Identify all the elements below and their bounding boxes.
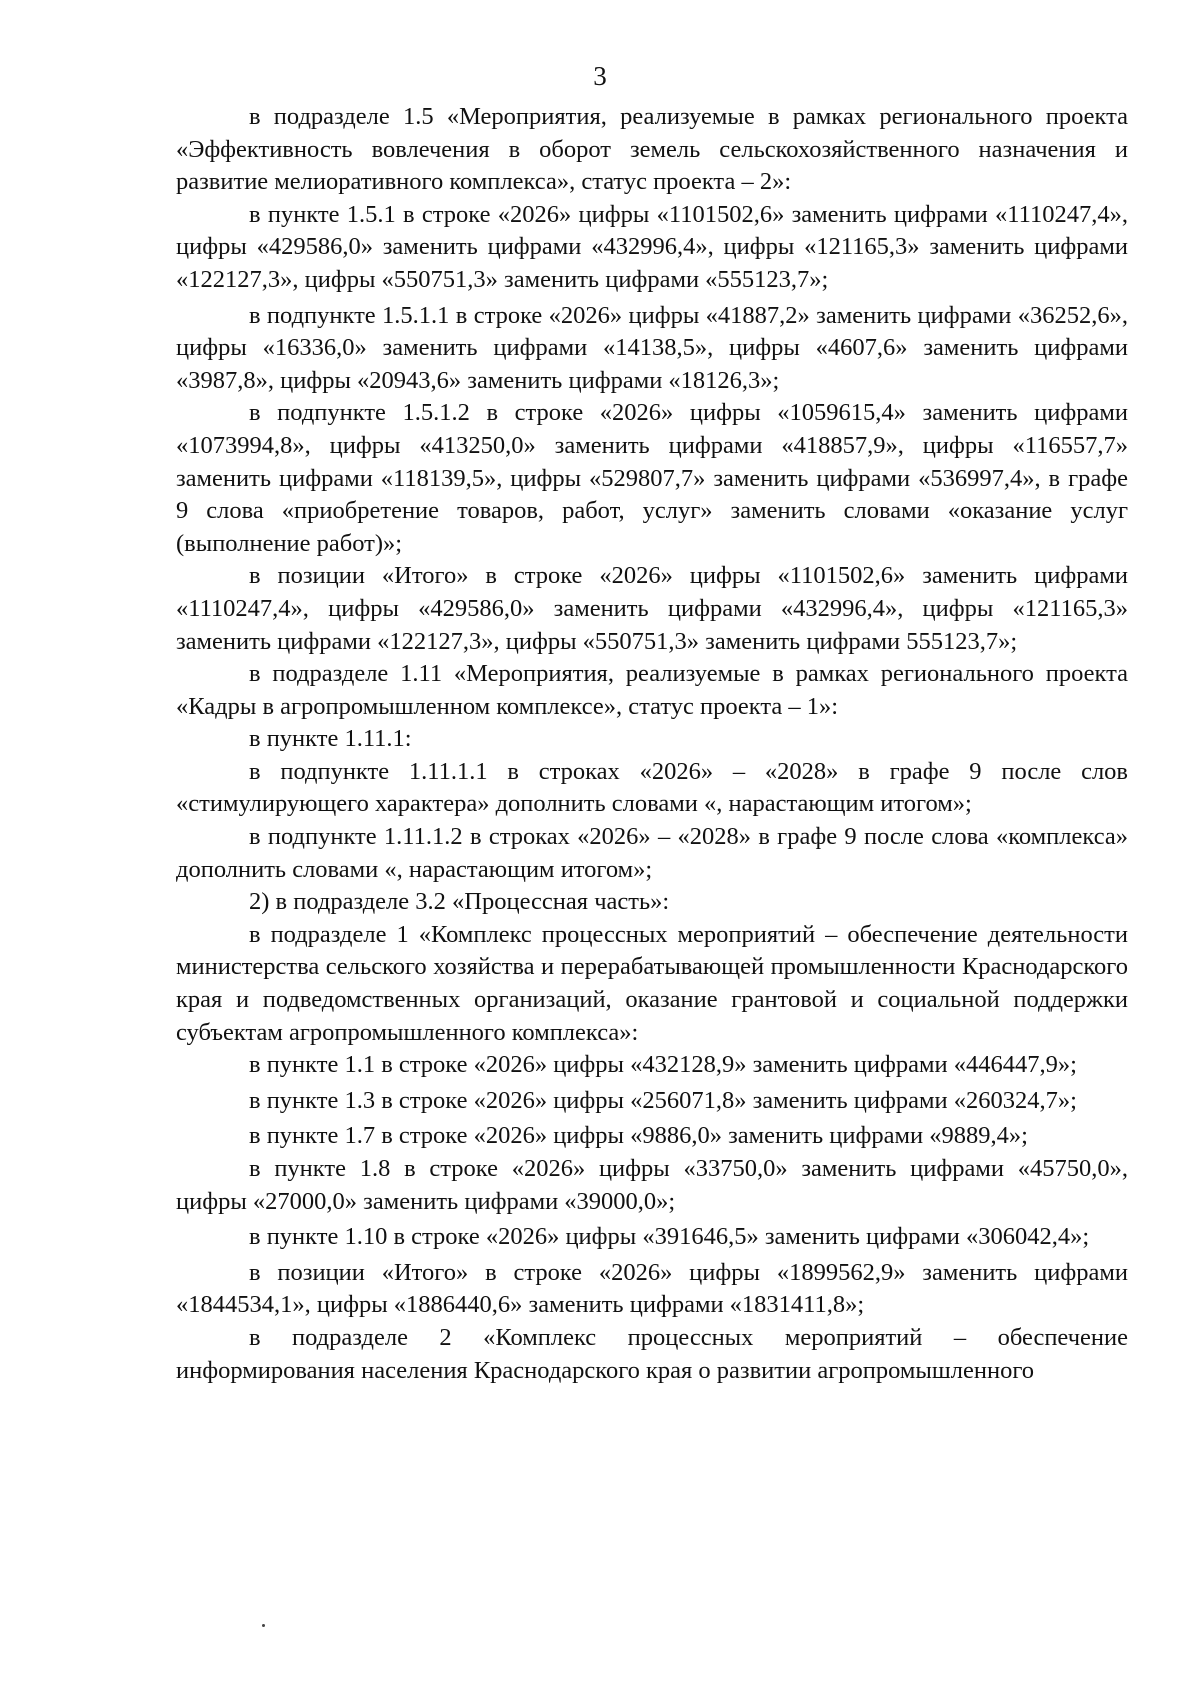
- paragraph-item-1-8: в пункте 1.8 в строке «2026» цифры «33750,0» заменить цифрами «45750,0», цифры «27000,0» заменить цифрами «39000,0»;: [176, 1155, 1128, 1215]
- document-body: [176, 101, 1128, 1387]
- scan-speck: [262, 1624, 265, 1627]
- paragraph-subsection-3-2: 2) в подразделе 3.2 «Процессная часть»:: [249, 888, 670, 916]
- paragraph-subitem-1-11-1-1: в подпункте 1.11.1.1 в строках «2026» – «2028» в графе 9 после слов «стимулирующего характера» дополнить словами «, нарастающим итогом»;: [176, 757, 1128, 818]
- paragraph-total-complex-1: в позиции «Итого» в строке «2026» цифры «1899562,9» заменить цифрами «1844534,1», цифры «1886440,6» заменить цифрами «1831411,8»;: [176, 1258, 1128, 1319]
- paragraph-item-1-11-1: в пункте 1.11.1:: [249, 725, 412, 753]
- paragraph-item-1-5-1: в пункте 1.5.1 в строке «2026» цифры «1101502,6» заменить цифрами «1110247,4», цифры «429586,0» заменить цифрами «432996,4», цифры «121165,3» заменить цифрами «122127,3», цифры «550751,3» заменить цифрами «555123,7»;: [176, 200, 1128, 293]
- paragraph-total-1-5: в позиции «Итого» в строке «2026» цифры «1101502,6» заменить цифрами «1110247,4», цифры «429586,0» заменить цифрами «432996,4», цифры «121165,3» заменить цифрами «122127,3», цифры «550751,3» заменить цифрами 555123,7»;: [176, 562, 1128, 655]
- paragraph-item-1-3: в пункте 1.3 в строке «2026» цифры «256071,8» заменить цифрами «260324,7»;: [249, 1086, 1077, 1114]
- paragraph-item-1-1: в пункте 1.1 в строке «2026» цифры «432128,9» заменить цифрами «446447,9»;: [249, 1051, 1077, 1079]
- paragraph-subitem-1-5-1-2: в подпункте 1.5.1.2 в строке «2026» цифры «1059615,4» заменить цифрами «1073994,8», цифры «413250,0» заменить цифрами «418857,9», цифры «116557,7» заменить цифрами «118139,5», цифры «529807,7» заменить цифрами «536997,4», в графе 9 слова «приобретение товаров, работ, услуг» заменить словами «оказание услуг (выполнение работ)»;: [176, 399, 1128, 557]
- page-number: 3: [593, 61, 607, 91]
- paragraph-complex-1: в подразделе 1 «Комплекс процессных мероприятий – обеспечение деятельности министерства сельского хозяйства и перерабатывающей промышленности Краснодарского края и подведомственных организаций, оказание грантовой и социальной поддержки субъектам агропромышленного комплекса»:: [176, 920, 1128, 1046]
- paragraph-item-1-10: в пункте 1.10 в строке «2026» цифры «391646,5» заменить цифрами «306042,4»;: [249, 1223, 1090, 1251]
- paragraph-subitem-1-11-1-2: в подпункте 1.11.1.2 в строках «2026» – «2028» в графе 9 после слова «комплекса» дополнить словами «, нарастающим итогом»;: [176, 823, 1128, 883]
- paragraph-item-1-7: в пункте 1.7 в строке «2026» цифры «9886,0» заменить цифрами «9889,4»;: [249, 1122, 1028, 1150]
- paragraph-subsection-1-5: в подразделе 1.5 «Мероприятия, реализуемые в рамках регионального проекта «Эффективность вовлечения в оборот земель сельскохозяйственного назначения и развитие мелиоративного комплекса», статус проекта – 2»:: [176, 103, 1128, 196]
- paragraph-subsection-1-11: в подразделе 1.11 «Мероприятия, реализуемые в рамках регионального проекта «Кадры в агропромышленном комплексе», статус проекта – 1»:: [176, 660, 1128, 720]
- paragraph-subitem-1-5-1-1: в подпункте 1.5.1.1 в строке «2026» цифры «41887,2» заменить цифрами «36252,6», цифры «16336,0» заменить цифрами «14138,5», цифры «4607,6» заменить цифрами «3987,8», цифры «20943,6» заменить цифрами «18126,3»;: [176, 301, 1128, 394]
- paragraph-complex-2: в подразделе 2 «Комплекс процессных мероприятий – обеспечение информирования населения Краснодарского края о развитии агропромышленного: [176, 1323, 1128, 1384]
